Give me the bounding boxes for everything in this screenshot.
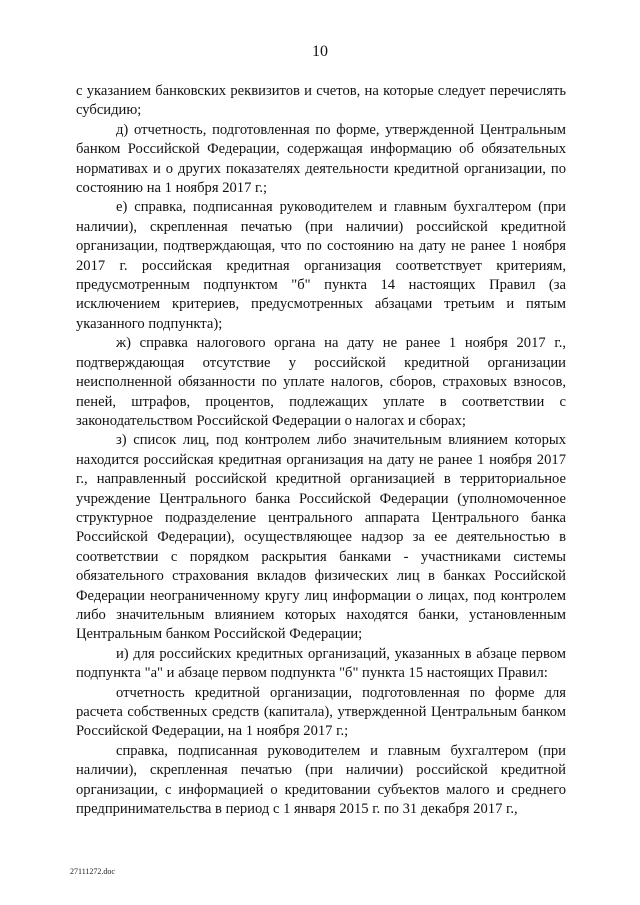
paragraph-item-zh: ж) справка налогового органа на дату не ранее 1 ноября 2017 г., подтверждающая отсутствие у российской кредитной организации неисполненной обязанности по уплате налогов, сборов, страховых взносов, пеней, штрафов, процентов, подлежащих уплате в соответствии с законодательством Российской Федерации о налогах и сборах; [76,335,566,429]
paragraph-item-i: и) для российских кредитных организаций, указанных в абзаце первом подпункта "а" и абзаце первом подпункта "б" пункта 15 настоящих Правил: [76,645,566,682]
paragraph-item-d: д) отчетность, подготовленная по форме, утвержденной Центральным банком Российской Федерации, содержащая информацию об обязательных нормативах и о других показателях деятельности кредитной организации, по состоянию на 1 ноября 2017 г.; [76,121,566,197]
paragraph-item-i-reporting: отчетность кредитной организации, подготовленная по форме для расчета собственных средств (капитала), утвержденной Центральным банком Российской Федерации, на 1 ноября 2017 г.; [76,684,566,740]
page-number: 10 [312,43,328,60]
footer-document-code: 27111272.doc [70,867,115,876]
paragraph-continuation: с указанием банковских реквизитов и счетов, на которые следует перечислять субсидию; [76,83,566,119]
paragraph-item-e: е) справка, подписанная руководителем и главным бухгалтером (при наличии), скрепленная печатью (при наличии) российской кредитной организации, подтверждающая, что по состоянию на дату не ранее 1 ноября 2017 г. российская кредитная организация соответствует критериям, предусмотренным подпунктом "б" пункта 14 настоящих Правил (за исключением критериев, предусмотренных абзацами третьим и пятым указанного подпункта); [76,199,566,332]
paragraph-item-i-certificate: справка, подписанная руководителем и главным бухгалтером (при наличии), скрепленная печатью (при наличии) российской кредитной организации, с информацией о кредитовании субъектов малого и среднего предпринимательства в период с 1 января 2015 г. по 31 декабря 2017 г., [76,742,566,818]
document-body [76,82,566,819]
paragraph-item-z: з) список лиц, под контролем либо значительным влиянием которых находится российская кредитная организация на дату не ранее 1 ноября 2017 г., направленный российской кредитной организацией в территориальное учреждение Центрального банка Российской Федерации (уполномоченное структурное подразделение центрального аппарата Центрального банка Российской Федерации), осуществляющее надзор за ее деятельностью в соответствии с порядком раскрытия банками - участниками системы обязательного страхования вкладов физических лиц в банках Российской Федерации неограниченному кругу лиц информации о лицах, под контролем либо значительным влиянием которых находятся банки, установленным Центральным банком Российской Федерации; [76,432,566,643]
